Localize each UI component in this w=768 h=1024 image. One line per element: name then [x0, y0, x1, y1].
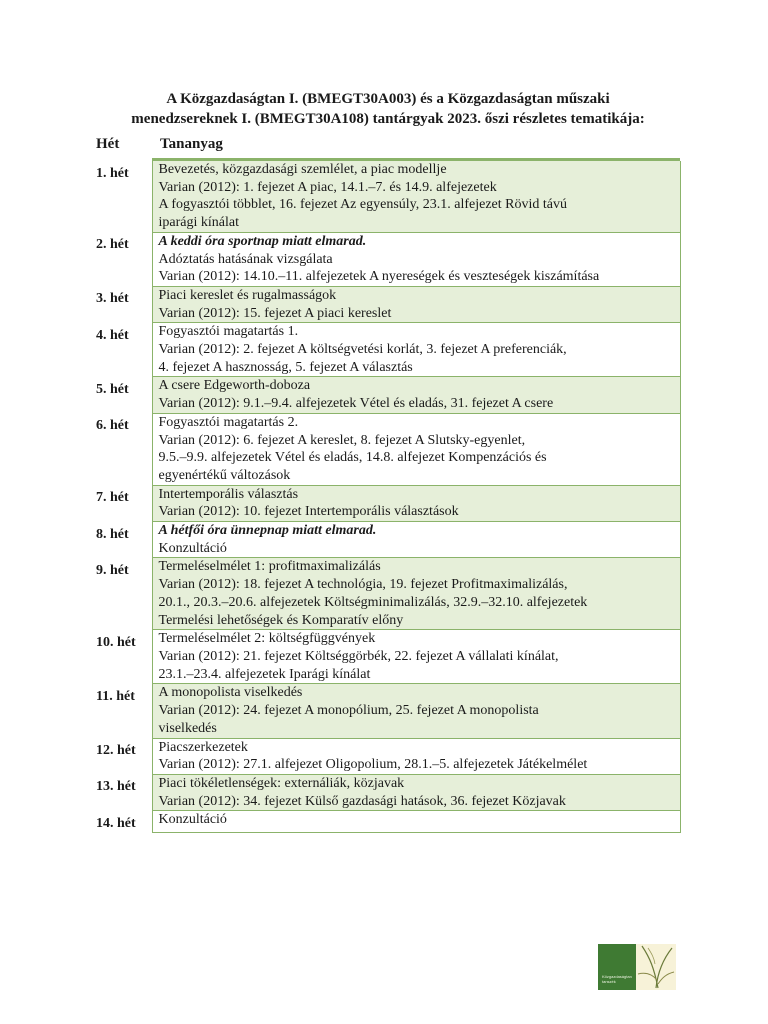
- content-cell: [152, 413, 680, 485]
- content-line: Adóztatás hatásának vizsgálata: [158, 251, 333, 267]
- content-line: A fogyasztói többlet, 16. fejezet Az egyensúly, 23.1. alfejezet Rövid távú: [158, 197, 567, 213]
- logo-branch-art: [636, 944, 676, 990]
- syllabus-grid: [88, 161, 681, 833]
- content-line: Fogyasztói magatartás 1.: [158, 324, 299, 340]
- content-line: Konzultáció: [158, 540, 227, 556]
- content-line: Intertemporális választás: [158, 486, 299, 502]
- content-line: Varian (2012): 27.1. alfejezet Oligopolium, 28.1.–5. alfejezetek Játékelmélet: [158, 757, 588, 773]
- content-line: Bevezetés, közgazdasági szemlélet, a piac modellje: [158, 162, 447, 177]
- week-cell: 1. hét: [96, 166, 129, 181]
- week-cell: 9. hét: [96, 562, 129, 578]
- content-cell: [152, 811, 680, 833]
- table-row: [88, 377, 680, 413]
- content-line: 23.1.–23.4. alfejezetek Iparági kínálat: [158, 666, 371, 682]
- week-cell: 7. hét: [96, 490, 129, 506]
- content-line: Fogyasztói magatartás 2.: [158, 414, 299, 430]
- content-line: A monopolista viselkedés: [158, 685, 303, 701]
- week-cell: 4. hét: [96, 327, 129, 343]
- content-line: A csere Edgeworth-doboza: [158, 378, 311, 394]
- content-line: Varian (2012): 10. fejezet Intertemporális választások: [158, 504, 459, 520]
- logo-text-line-2: tanszék: [602, 979, 616, 984]
- content-cell: [152, 323, 680, 377]
- content-line: Varian (2012): 9.1.–9.4. alfejezetek Vétel és eladás, 31. fejezet A csere: [158, 396, 554, 412]
- content-cell: [152, 684, 680, 738]
- content-line: 9.5.–9.9. alfejezetek Vétel és eladás, 14.8. alfejezet Kompenzációs és: [158, 450, 547, 466]
- table-row: [88, 232, 680, 286]
- content-cell: [152, 232, 680, 286]
- content-cell: [152, 286, 680, 322]
- notice-line: A keddi óra sportnap miatt elmarad.: [158, 233, 367, 249]
- table-row: [88, 161, 680, 232]
- content-line: Varian (2012): 1. fejezet A piac, 14.1.–7. és 14.9. alfejezetek: [158, 179, 497, 195]
- table-row: [88, 522, 680, 558]
- content-line: Varian (2012): 34. fejezet Külső gazdasági hatások, 36. fejezet Közjavak: [158, 793, 566, 809]
- content-cell: [152, 774, 680, 810]
- content-line: Piaci kereslet és rugalmasságok: [158, 287, 337, 303]
- title-line-2: menedzsereknek I. (BMEGT30A108) tantárgyak 2023. őszi részletes tematikája:: [131, 111, 645, 127]
- table-row: [88, 774, 680, 810]
- content-line: Termeléselmélet 2: költségfüggvények: [158, 631, 376, 647]
- content-line: Termeléselmélet 1: profitmaximalizálás: [158, 559, 381, 575]
- content-line: viselkedés: [158, 720, 217, 736]
- week-cell: 11. hét: [96, 688, 135, 704]
- content-line: Varian (2012): 18. fejezet A technológia, 19. fejezet Profitmaximalizálás,: [158, 577, 568, 593]
- week-cell: 3. hét: [96, 291, 129, 307]
- content-cell: [152, 738, 680, 774]
- week-cell: 6. hét: [96, 418, 129, 434]
- week-cell: 13. hét: [96, 779, 136, 795]
- content-line: Konzultáció: [158, 812, 227, 828]
- table-row: [88, 413, 680, 485]
- week-cell: 8. hét: [96, 526, 129, 542]
- content-line: egyenértékű változások: [158, 467, 291, 483]
- table-row: [88, 485, 680, 521]
- table-row: [88, 558, 680, 630]
- content-line: Piacszerkezetek: [158, 739, 248, 755]
- content-cell: [152, 522, 680, 558]
- table-row: [88, 630, 680, 684]
- content-cell: [152, 161, 680, 232]
- week-cell: 5. hét: [96, 381, 129, 397]
- table-row: [88, 286, 680, 322]
- content-line: Varian (2012): 14.10.–11. alfejezetek A nyereségek és veszteségek kiszámítása: [158, 269, 600, 285]
- content-line: Varian (2012): 6. fejezet A kereslet, 8. fejezet A Slutsky-egyenlet,: [158, 432, 526, 448]
- syllabus-table: [88, 134, 680, 833]
- content-line: Varian (2012): 24. fejezet A monopólium, 25. fejezet A monopolista: [158, 703, 539, 719]
- table-row: [88, 323, 680, 377]
- branch-icon: [636, 944, 676, 990]
- content-line: 20.1., 20.3.–20.6. alfejezetek Költségminimalizálás, 32.9.–32.10. alfejezetek: [158, 594, 588, 610]
- week-cell: 14. hét: [96, 815, 136, 831]
- table-row: [88, 738, 680, 774]
- document-title: [88, 89, 688, 129]
- logo-text-line-1: Közgazdaságtan: [602, 974, 632, 979]
- content-line: Piaci tökéletlenségek: externáliák, közjavak: [158, 775, 405, 791]
- content-line: Varian (2012): 21. fejezet Költséggörbék, 22. fejezet A vállalati kínálat,: [158, 648, 559, 664]
- table-row: [88, 684, 680, 738]
- week-cell: 2. hét: [96, 237, 129, 253]
- content-line: Varian (2012): 15. fejezet A piaci kereslet: [158, 305, 392, 321]
- content-cell: [152, 630, 680, 684]
- content-line: iparági kínálat: [158, 215, 239, 231]
- notice-line: A hétfői óra ünnepnap miatt elmarad.: [158, 523, 377, 539]
- department-logo: [598, 944, 676, 990]
- week-cell: 10. hét: [96, 634, 136, 650]
- content-line: Termelési lehetőségek és Komparatív előny: [158, 612, 404, 628]
- logo-text: [602, 974, 632, 984]
- content-cell: [152, 377, 680, 413]
- title-line-1: A Közgazdaságtan I. (BMEGT30A003) és a Közgazdaságtan műszaki: [166, 91, 610, 107]
- content-cell: [152, 485, 680, 521]
- header-week: Hét: [96, 136, 120, 152]
- content-line: Varian (2012): 2. fejezet A költségvetési korlát, 3. fejezet A preferenciák,: [158, 342, 567, 358]
- content-cell: [152, 558, 680, 630]
- table-row: [88, 811, 680, 833]
- logo-green-panel: [598, 944, 636, 990]
- content-line: 4. fejezet A hasznosság, 5. fejezet A választás: [158, 359, 413, 375]
- week-cell: 12. hét: [96, 743, 136, 758]
- header-content: Tananyag: [160, 136, 223, 152]
- table-header: [88, 134, 680, 158]
